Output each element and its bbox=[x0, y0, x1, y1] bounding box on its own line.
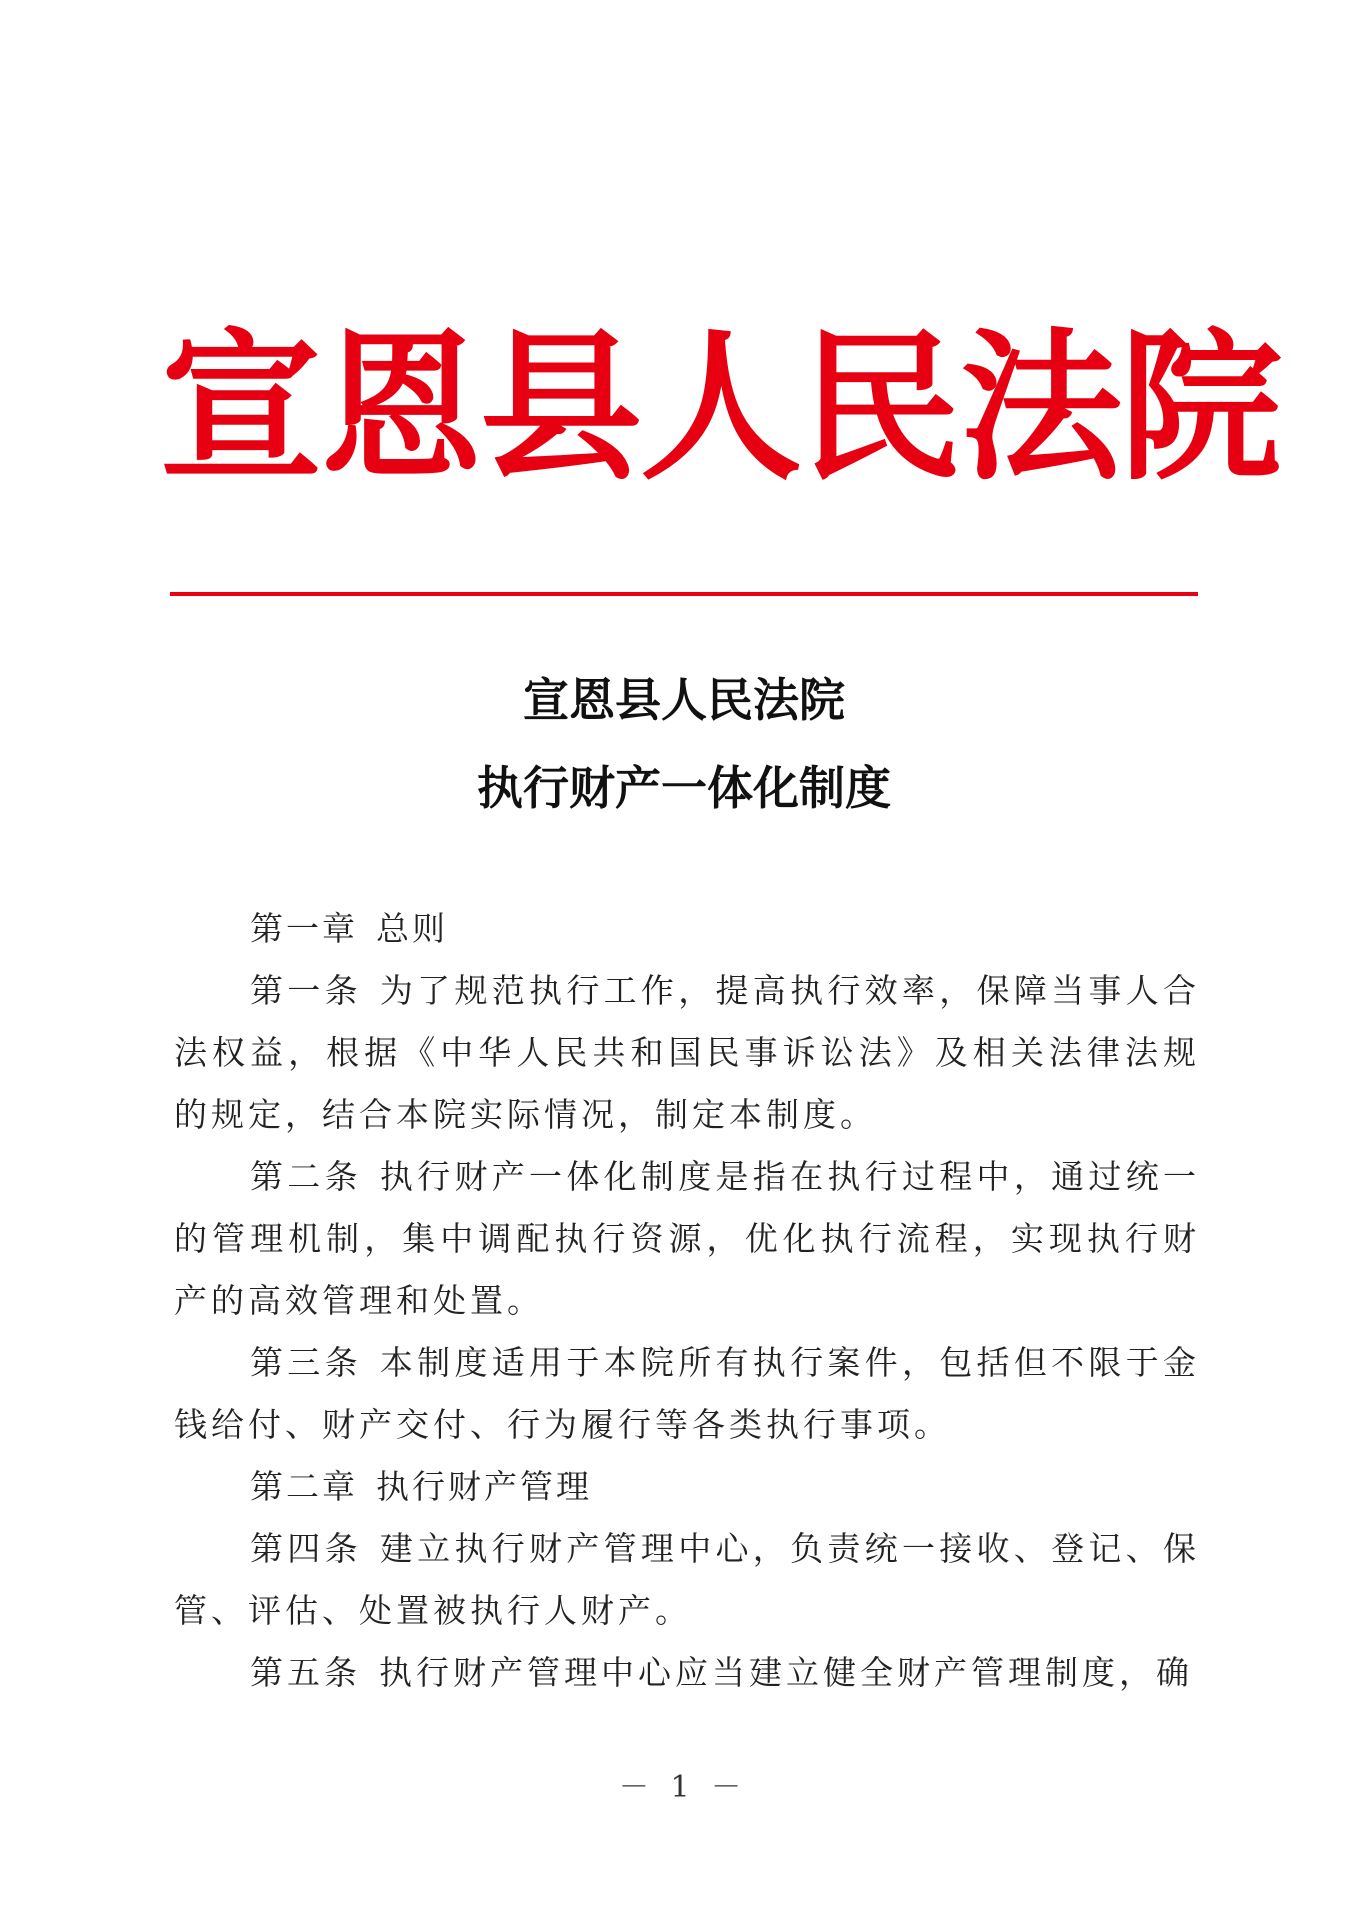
article-paragraph bbox=[174, 1518, 1200, 1642]
chapter-number: 第一章 bbox=[250, 909, 358, 948]
article-paragraph bbox=[174, 960, 1200, 1146]
article-paragraph bbox=[174, 1332, 1200, 1456]
article-number: 第二条 bbox=[250, 1157, 362, 1196]
article-text: 本制度适用于本院所有执行案件，包括但不限于金钱给付、财产交付、行为履行等各类执行事项。 bbox=[174, 1343, 1200, 1444]
article-number: 第四条 bbox=[250, 1529, 362, 1568]
document-title-line-1: 宣恩县人民法院 bbox=[523, 673, 845, 727]
article-paragraph bbox=[174, 1146, 1200, 1332]
article-number: 第三条 bbox=[250, 1343, 362, 1382]
chapter-title: 执行财产管理 bbox=[376, 1467, 592, 1506]
page-number: － 1 － bbox=[618, 1770, 748, 1805]
article-paragraph bbox=[174, 1642, 1200, 1704]
chapter-number: 第二章 bbox=[250, 1467, 358, 1506]
masthead-court-name: 宣恩县人民法院 bbox=[160, 313, 1280, 503]
red-separator-line bbox=[170, 592, 1198, 596]
article-number: 第五条 bbox=[250, 1653, 361, 1692]
article-text: 为了规范执行工作，提高执行效率，保障当事人合法权益，根据《中华人民共和国民事诉讼法》及相关法律法规的规定，结合本院实际情况，制定本制度。 bbox=[174, 971, 1200, 1134]
article-number: 第一条 bbox=[250, 971, 362, 1010]
chapter-title: 总则 bbox=[376, 909, 448, 948]
document-body bbox=[174, 898, 1200, 1704]
chapter-heading bbox=[174, 898, 1200, 960]
chapter-heading bbox=[174, 1456, 1200, 1518]
document-title-line-2: 执行财产一体化制度 bbox=[477, 761, 891, 815]
article-text: 执行财产管理中心应当建立健全财产管理制度，确 bbox=[379, 1653, 1193, 1692]
article-text: 执行财产一体化制度是指在执行过程中，通过统一的管理机制，集中调配执行资源，优化执行流程，实现执行财产的高效管理和处置。 bbox=[174, 1157, 1200, 1320]
article-text: 建立执行财产管理中心，负责统一接收、登记、保管、评估、处置被执行人财产。 bbox=[174, 1529, 1200, 1630]
